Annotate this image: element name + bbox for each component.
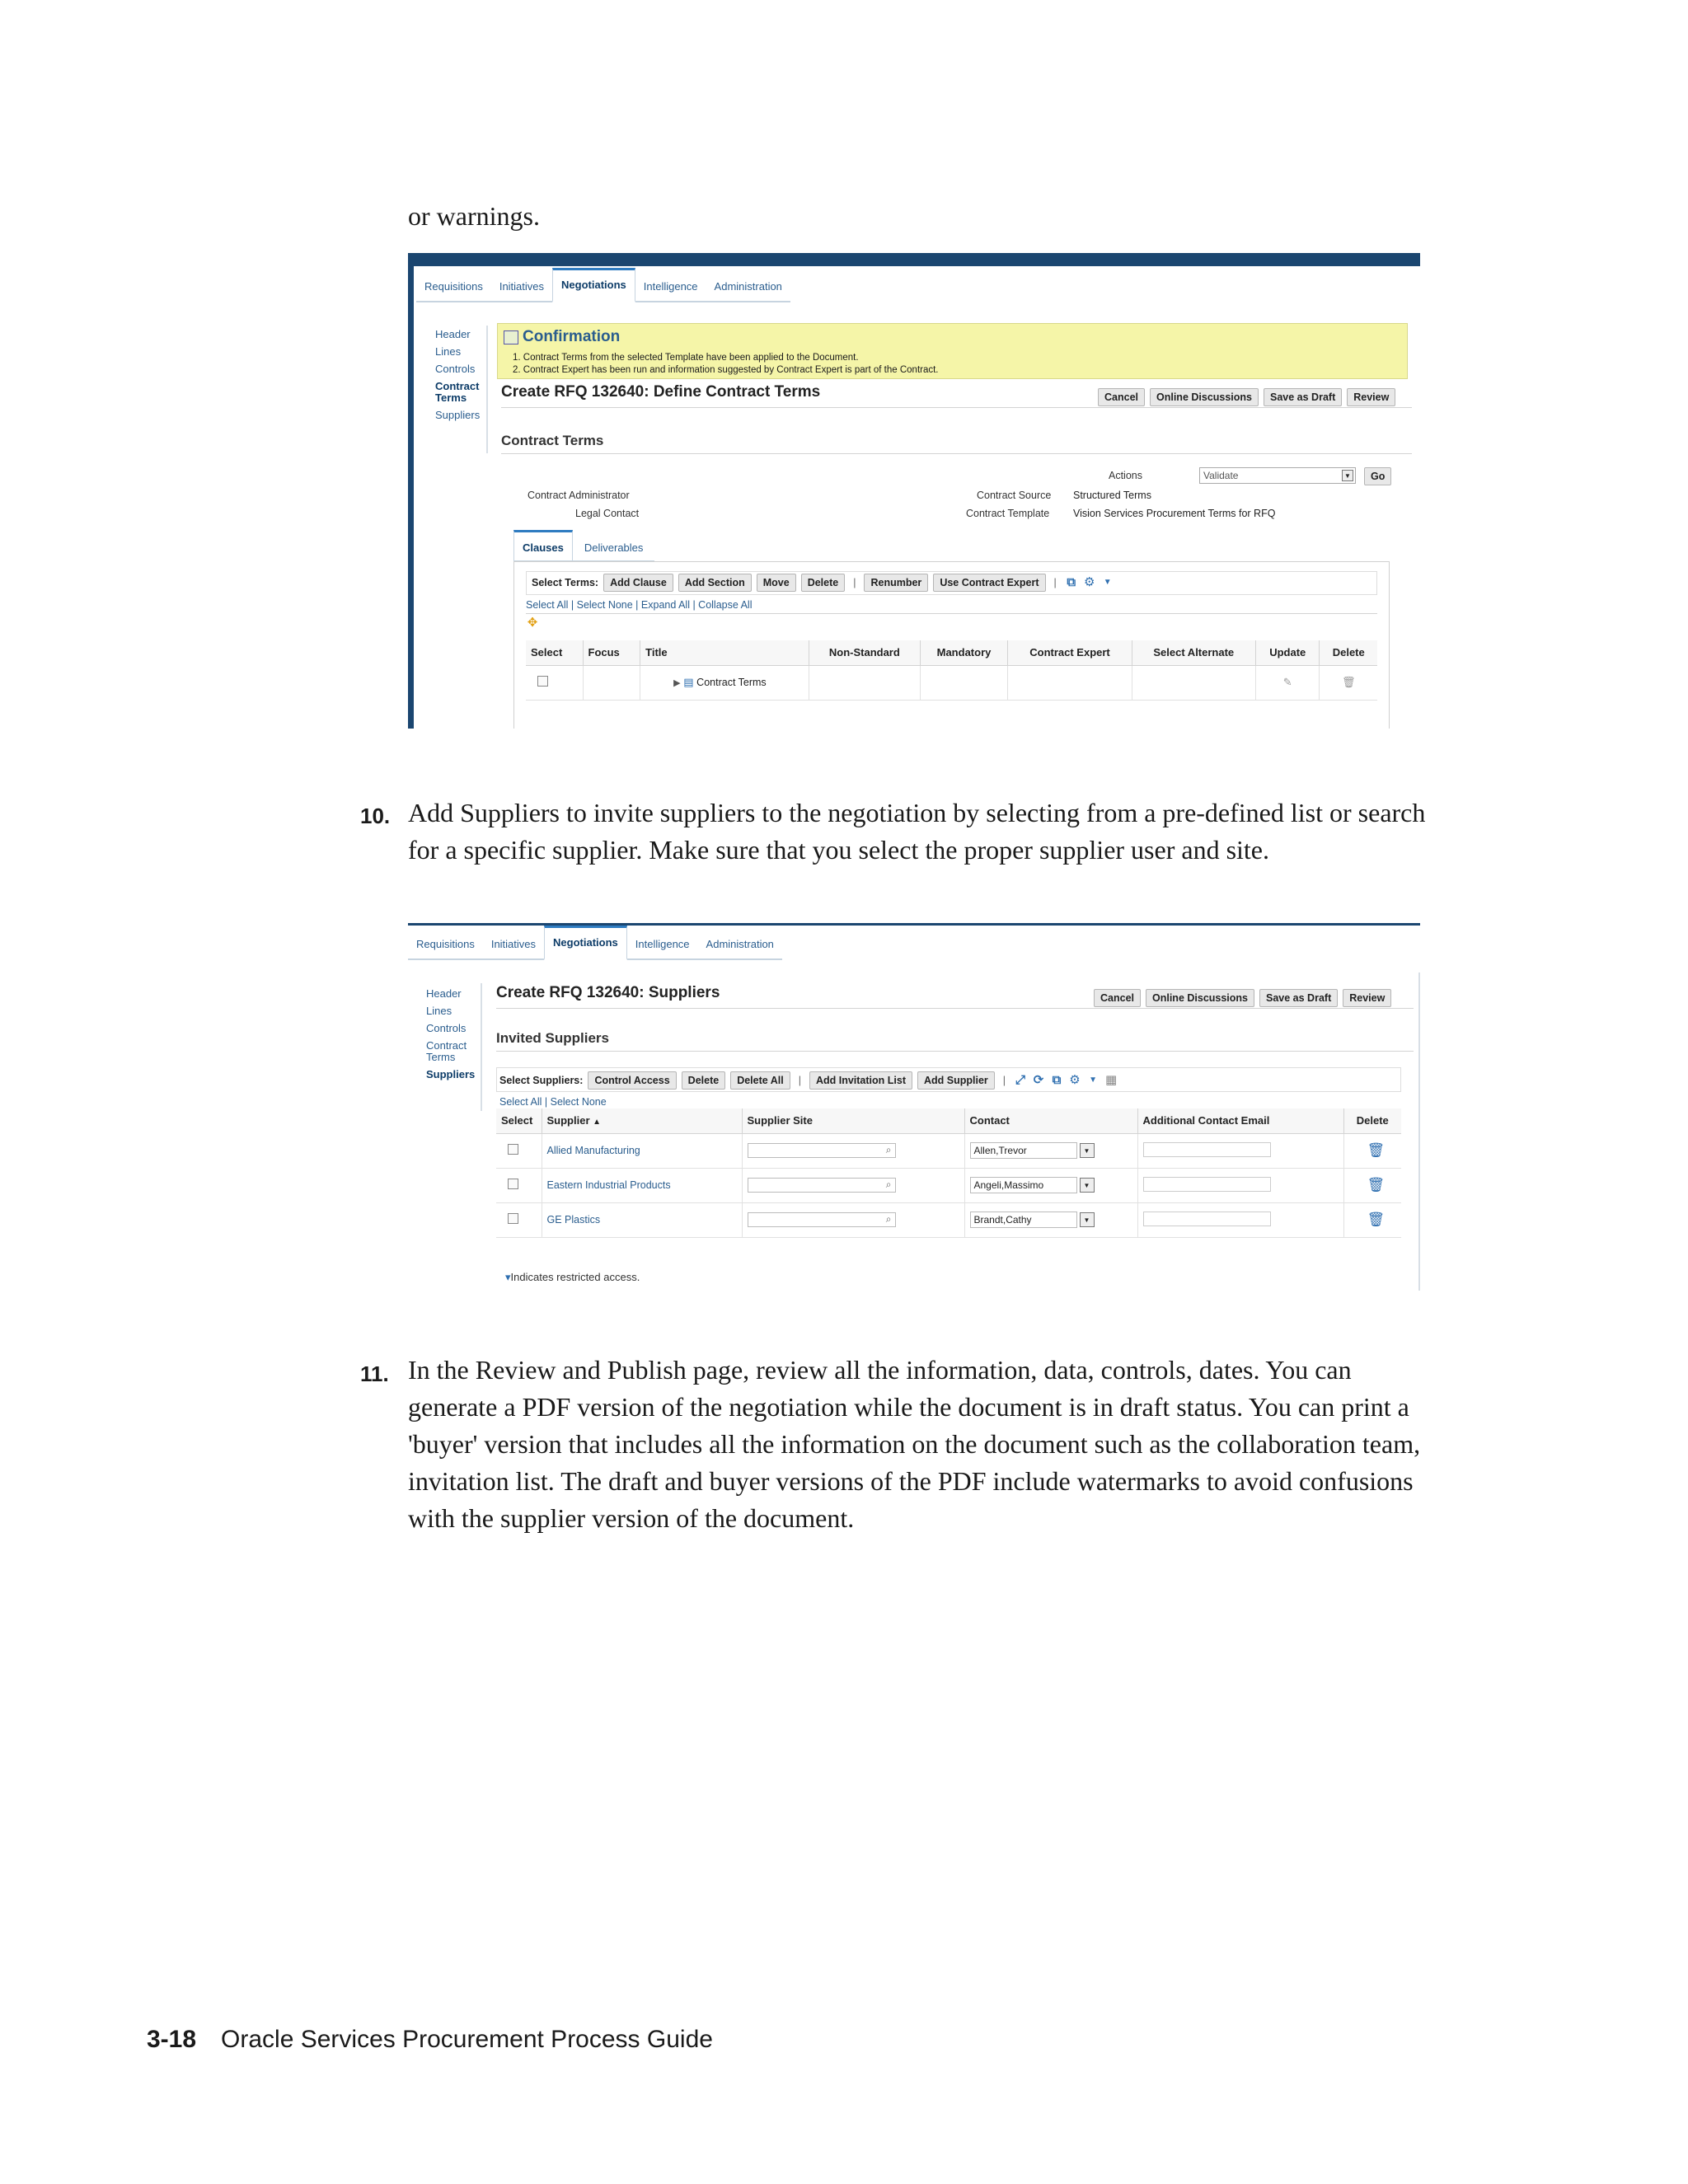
step-number: 10.: [360, 804, 391, 828]
confirmation-icon: [504, 330, 518, 344]
grid-icon[interactable]: ▦: [1104, 1073, 1118, 1087]
sidenav-controls[interactable]: Controls: [426, 1022, 467, 1034]
table-row: [496, 1202, 1401, 1237]
sidenav-contract-terms[interactable]: Contract Terms: [435, 380, 480, 404]
header-bar: [408, 253, 1420, 266]
search-icon[interactable]: ⌕: [885, 1213, 892, 1225]
clauses-table: [526, 640, 1377, 701]
sidenav-lines[interactable]: Lines: [426, 1005, 452, 1017]
tab-initiatives[interactable]: Initiatives: [490, 938, 537, 950]
right-border: [1418, 972, 1420, 1291]
confirmation-message: [497, 323, 1408, 379]
use-contract-expert-button[interactable]: Use Contract Expert: [933, 574, 1045, 592]
confirmation-title: Confirmation: [523, 328, 621, 345]
add-clause-button[interactable]: Add Clause: [603, 574, 673, 592]
trash-icon[interactable]: 🗑: [1367, 1212, 1386, 1227]
divider: [496, 1051, 1414, 1052]
sidenav-header[interactable]: Header: [435, 328, 471, 340]
add-section-button[interactable]: Add Section: [678, 574, 752, 592]
contract-administrator-label: Contract Administrator: [528, 490, 630, 501]
trash-icon[interactable]: 🗑: [1367, 1177, 1386, 1193]
sort-ascending-icon[interactable]: ▲: [593, 1118, 602, 1127]
selection-links[interactable]: Select All | Select None | Expand All | Collapse All: [526, 599, 753, 611]
column-header: Delete: [1320, 640, 1377, 665]
page-buttons: [1094, 989, 1391, 1007]
sidenav-contract-terms[interactable]: Contract Terms: [426, 1039, 467, 1063]
step-text: In the Review and Publish page, review all the information, data, controls, dates. You can generate a PDF version of the negotiation while the document is in draft status. You can print a 'buyer' version that includes all the information on the document such as the collaboration team, invitation list. The draft and buyer versions of the PDF include watermarks to avoid confusions with the supplier version of the document.: [408, 1355, 1421, 1533]
section-title: Contract Terms: [501, 433, 604, 448]
select-terms-toolbar: Select Terms: Add Clause Add Section Move Delete | Renumber Use Contract Expert | ⧉ ⚙ ▼: [532, 574, 1114, 592]
row-checkbox[interactable]: [508, 1144, 518, 1155]
page-title: Create RFQ 132640: Define Contract Terms: [501, 383, 821, 401]
supplier-site-input[interactable]: [748, 1143, 896, 1158]
contract-source-label: Contract Source: [977, 490, 1052, 501]
chevron-down-icon: ▼: [1080, 1143, 1095, 1158]
move-button[interactable]: Move: [757, 574, 796, 592]
page-number: 3-18: [147, 2026, 197, 2053]
side-navigation: [435, 329, 485, 427]
confirmation-item: 1. Contract Terms from the selected Template have been applied to the Document.: [513, 353, 859, 363]
table-row: [496, 1133, 1401, 1168]
save-as-draft-button[interactable]: Save as Draft: [1264, 388, 1342, 406]
expand-icon[interactable]: ▶: [673, 678, 681, 688]
row-title: Contract Terms: [696, 677, 767, 688]
actions-value: Validate: [1203, 470, 1239, 481]
tab-negotiations[interactable]: Negotiations: [552, 268, 635, 302]
contact-select[interactable]: Allen,Trevor ▼: [970, 1142, 1077, 1159]
additional-email-input[interactable]: [1143, 1212, 1271, 1226]
gear-icon[interactable]: ⚙: [1084, 575, 1095, 589]
confirmation-item: 2. Contract Expert has been run and information suggested by Contract Expert is part of the Contract.: [513, 365, 939, 375]
online-discussions-button[interactable]: Online Discussions: [1150, 388, 1259, 406]
column-header: Non-Standard: [809, 640, 920, 665]
review-button[interactable]: Review: [1343, 989, 1391, 1007]
divider: [526, 613, 1377, 614]
step-text: Add Suppliers to invite suppliers to the negotiation by selecting from a pre-defined list or search for a specific supplier. Make sure that you select the proper supplier user and site.: [408, 798, 1426, 865]
tab-clauses[interactable]: Clauses: [513, 530, 573, 560]
contact-select[interactable]: Angeli,Massimo ▼: [970, 1177, 1077, 1193]
tab-deliverables[interactable]: Deliverables: [584, 541, 644, 554]
legal-contact-label: Legal Contact: [575, 508, 640, 519]
column-header: Select Alternate: [1132, 640, 1255, 665]
chevron-down-icon: ▼: [1080, 1178, 1095, 1193]
restricted-access-icon: ▾: [505, 1271, 511, 1283]
delete-all-button[interactable]: Delete All: [730, 1071, 790, 1090]
tab-initiatives[interactable]: Initiatives: [499, 280, 545, 293]
confirmation-list: [513, 352, 939, 377]
section-title: Invited Suppliers: [496, 1030, 609, 1046]
column-header: Select: [526, 640, 583, 665]
additional-email-input[interactable]: [1143, 1142, 1271, 1157]
additional-email-input[interactable]: [1143, 1177, 1271, 1192]
save-as-draft-button[interactable]: Save as Draft: [1259, 989, 1338, 1007]
tab-intelligence[interactable]: Intelligence: [635, 938, 690, 950]
refresh-icon[interactable]: ⟳: [1033, 1073, 1044, 1087]
column-header: Select: [496, 1108, 542, 1133]
sidenav-suppliers[interactable]: Suppliers: [435, 409, 481, 421]
suppliers-table: [496, 1108, 1401, 1238]
page-footer: [147, 2026, 713, 2054]
review-button[interactable]: Review: [1347, 388, 1395, 406]
search-icon[interactable]: ⌕: [885, 1144, 892, 1155]
chevron-down-icon[interactable]: ▼: [1103, 578, 1112, 587]
tab-requisitions[interactable]: Requisitions: [416, 938, 475, 950]
supplier-link[interactable]: GE Plastics: [542, 1202, 742, 1237]
tab-administration[interactable]: Administration: [714, 280, 782, 293]
column-header: Mandatory: [920, 640, 1008, 665]
online-discussions-button[interactable]: Online Discussions: [1146, 989, 1254, 1007]
page-title: Create RFQ 132640: Suppliers: [496, 984, 720, 1001]
actions-label: Actions: [1109, 470, 1142, 481]
suppliers-screenshot: [408, 923, 1420, 1291]
tab-administration[interactable]: Administration: [706, 938, 774, 950]
cancel-button[interactable]: Cancel: [1098, 388, 1145, 406]
row-checkbox[interactable]: [508, 1213, 518, 1224]
intro-text: or warnings.: [408, 201, 540, 231]
add-focus-icon[interactable]: ✥: [527, 616, 538, 630]
column-header: Supplier ▲: [542, 1108, 742, 1133]
add-supplier-button[interactable]: Add Supplier: [917, 1071, 995, 1090]
column-header: Delete: [1343, 1108, 1401, 1133]
document-icon: ▤: [683, 676, 694, 688]
contract-terms-screenshot: [408, 253, 1420, 729]
table-row: [496, 1168, 1401, 1202]
column-header: Title: [640, 640, 809, 665]
chevron-down-icon: ▼: [1342, 470, 1353, 481]
main-tabs: [416, 268, 790, 302]
left-border: [408, 253, 414, 729]
pencil-icon[interactable]: ✎: [1282, 676, 1292, 688]
column-header: Contact: [964, 1108, 1137, 1133]
detach-icon[interactable]: ⧉: [1052, 1073, 1062, 1087]
renumber-button[interactable]: Renumber: [864, 574, 928, 592]
trash-icon[interactable]: 🗑: [1367, 1142, 1386, 1158]
sidenav-divider: [481, 983, 482, 1111]
search-icon[interactable]: ⌕: [885, 1179, 892, 1190]
contract-source-value: Structured Terms: [1073, 490, 1151, 501]
chevron-down-icon: ▼: [1080, 1212, 1095, 1227]
tab-intelligence[interactable]: Intelligence: [643, 280, 698, 293]
cancel-button[interactable]: Cancel: [1094, 989, 1141, 1007]
contract-template-label: Contract Template: [966, 508, 1050, 519]
select-terms-label: Select Terms:: [532, 577, 599, 588]
supplier-link[interactable]: Allied Manufacturing: [542, 1133, 742, 1168]
table-header-row: [496, 1108, 1401, 1133]
supplier-site-input[interactable]: [748, 1212, 896, 1227]
tab-negotiations[interactable]: Negotiations: [544, 926, 627, 960]
sidenav-divider: [486, 326, 488, 453]
supplier-site-input[interactable]: [748, 1178, 896, 1193]
sidenav-header[interactable]: Header: [426, 987, 462, 1000]
selection-links[interactable]: Select All | Select None: [499, 1096, 607, 1108]
table-row: [526, 665, 1377, 700]
tab-requisitions[interactable]: Requisitions: [424, 280, 483, 293]
select-suppliers-toolbar: Select Suppliers: Control Access Delete Delete All | Add Invitation List Add Supplier | ⤢ ⟳ ⧉ ⚙ ▼ ▦: [499, 1071, 1118, 1090]
column-header: Supplier Site: [742, 1108, 964, 1133]
delete-button[interactable]: Delete: [801, 574, 846, 592]
expand-icon[interactable]: ⤢: [1015, 1073, 1026, 1087]
delete-button[interactable]: Delete: [682, 1071, 726, 1090]
column-header: Contract Expert: [1008, 640, 1132, 665]
select-suppliers-label: Select Suppliers:: [499, 1075, 584, 1086]
contract-template-value: Vision Services Procurement Terms for RFQ: [1073, 508, 1276, 519]
contact-select[interactable]: Brandt,Cathy ▼: [970, 1212, 1077, 1228]
go-button[interactable]: Go: [1364, 467, 1391, 485]
divider: [501, 407, 1412, 408]
column-header: Update: [1255, 640, 1319, 665]
table-header-row: [526, 640, 1377, 665]
sidenav-controls[interactable]: Controls: [435, 363, 476, 375]
supplier-link[interactable]: Eastern Industrial Products: [542, 1168, 742, 1202]
control-access-button[interactable]: Control Access: [588, 1071, 676, 1090]
clause-tabs: [513, 528, 654, 561]
chevron-down-icon[interactable]: ▼: [1089, 1076, 1097, 1085]
trash-icon[interactable]: 🗑: [1341, 676, 1356, 688]
detach-icon[interactable]: ⧉: [1067, 575, 1076, 589]
gear-icon[interactable]: ⚙: [1069, 1073, 1081, 1087]
page-buttons: [1098, 388, 1395, 406]
main-tabs: [408, 926, 782, 960]
restricted-access-note: ▾Indicates restricted access.: [505, 1271, 640, 1283]
divider: [496, 1008, 1414, 1009]
row-checkbox[interactable]: [508, 1179, 518, 1189]
guide-title: Oracle Services Procurement Process Guide: [221, 2026, 713, 2053]
side-navigation: [426, 988, 476, 1086]
sidenav-lines[interactable]: Lines: [435, 345, 462, 358]
add-invitation-list-button[interactable]: Add Invitation List: [809, 1071, 912, 1090]
step-number: 11.: [360, 1361, 389, 1386]
divider: [501, 453, 1412, 454]
actions-select[interactable]: [1199, 467, 1356, 484]
sidenav-suppliers[interactable]: Suppliers: [426, 1068, 476, 1080]
column-header: Focus: [583, 640, 640, 665]
column-header: Additional Contact Email: [1137, 1108, 1343, 1133]
row-checkbox[interactable]: [537, 676, 548, 687]
